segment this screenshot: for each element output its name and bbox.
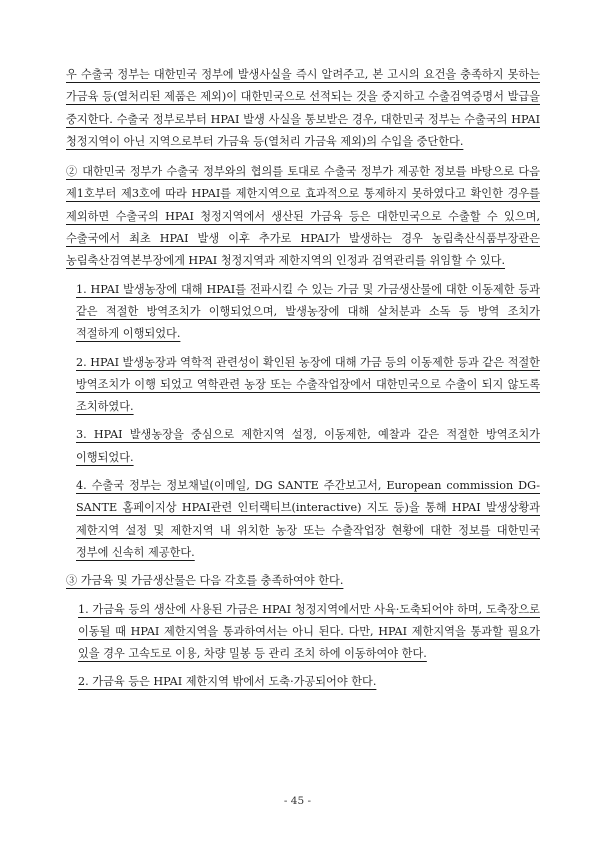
list-item-1: [66, 279, 540, 346]
paragraph-continuation-text: 우 수출국 정부는 대한민국 정부에 발생사실을 즉시 알려주고, 본 고시의 요건을 충족하지 못하는 가금육 등(열처리된 제품은 제외)이 대한민국으로 선적되는 것을 중지하고 수출검역증명서 발급을 중지한다. 수출국 정부로부터 HPAI 발생 사실을 통보받은 경우, 대한민국 정부는 수출국의 HPAI 청정지역이 아닌 지역으로부터 가금육 등(열처리 가금육 제외)의 수입을 중단한다.: [66, 68, 540, 148]
page-number: - 45 -: [283, 795, 312, 807]
document-body: [66, 64, 540, 694]
paragraph-continuation: [66, 64, 540, 153]
paragraph-2: [66, 161, 540, 272]
sub-item-2-text: 2. 가금육 등은 HPAI 제한지역 밖에서 도축·가공되어야 한다.: [78, 675, 377, 689]
paragraph-2-text: ② 대한민국 정부가 수출국 정부와의 협의를 토대로 수출국 정부가 제공한 정보를 바탕으로 다음 제1호부터 제3호에 따라 HPAI를 제한지역으로 효과적으로 통제하지 못하였다고 확인한 경우를 제외하면 수출국의 HPAI 청정지역에서 생산된 가금육 등은 대한민국으로 수출할 수 있으며, 수출국에서 최초 HPAI 발생 이후 추가로 HPAI가 발생하는 경우 농림축산식품부장관은 농림축산검역본부장에게 HPAI 청정지역과 제한지역의 인정과 검역관리를 위임할 수 있다.: [66, 165, 540, 268]
sub-item-1-text: 1. 가금육 등의 생산에 사용된 가금은 HPAI 청정지역에서만 사육·도축되어야 하며, 도축장으로 이동될 때 HPAI 제한지역을 통과하여서는 아니 된다. 다만, HPAI 제한지역을 통과할 필요가 있을 경우 고속도로 이용, 차량 밀봉 등 관리 조치 하에 이동하여야 한다.: [78, 602, 540, 661]
sub-item-1: [66, 599, 540, 666]
sub-item-2: [66, 671, 540, 693]
list-item-1-text: 1. HPAI 발생농장에 대해 HPAI를 전파시킬 수 있는 가금 및 가금생산물에 대한 이동제한 등과 같은 적절한 방역조치가 이행되었으며, 발생농장에 대해 살처분과 소독 등 방역 조치가 적절하게 이행되었다.: [76, 282, 540, 341]
list-item-4-text: 4. 수출국 정부는 정보채널(이메일, DG SANTE 주간보고서, European commission DG-SANTE 홈페이지상 HPAI관련 인터랙티브(interactive) 지도 등)을 통해 HPAI 발생상황과 제한지역 설정 및 제한지역 내 위치한 농장 또는 수출작업장 현황에 대한 정보를 대한민국 정부에 신속히 제공한다.: [76, 479, 540, 559]
list-item-3-text: 3. HPAI 발생농장을 중심으로 제한지역 설정, 이동제한, 예찰과 같은 적절한 방역조치가 이행되었다.: [76, 428, 540, 464]
paragraph-3: [66, 570, 540, 592]
list-item-2: [66, 352, 540, 419]
list-item-4: [66, 475, 540, 564]
list-item-3: [66, 424, 540, 469]
list-item-2-text: 2. HPAI 발생농장과 역학적 관련성이 확인된 농장에 대해 가금 등의 이동제한 등과 같은 적절한 방역조치가 이행 되었고 역학관련 농장 또는 수출작업장에서 대한민국으로 수출이 되지 않도록 조치하였다.: [76, 355, 540, 414]
paragraph-3-text: ③ 가금육 및 가금생산물은 다음 각호를 충족하여야 한다.: [66, 574, 344, 588]
